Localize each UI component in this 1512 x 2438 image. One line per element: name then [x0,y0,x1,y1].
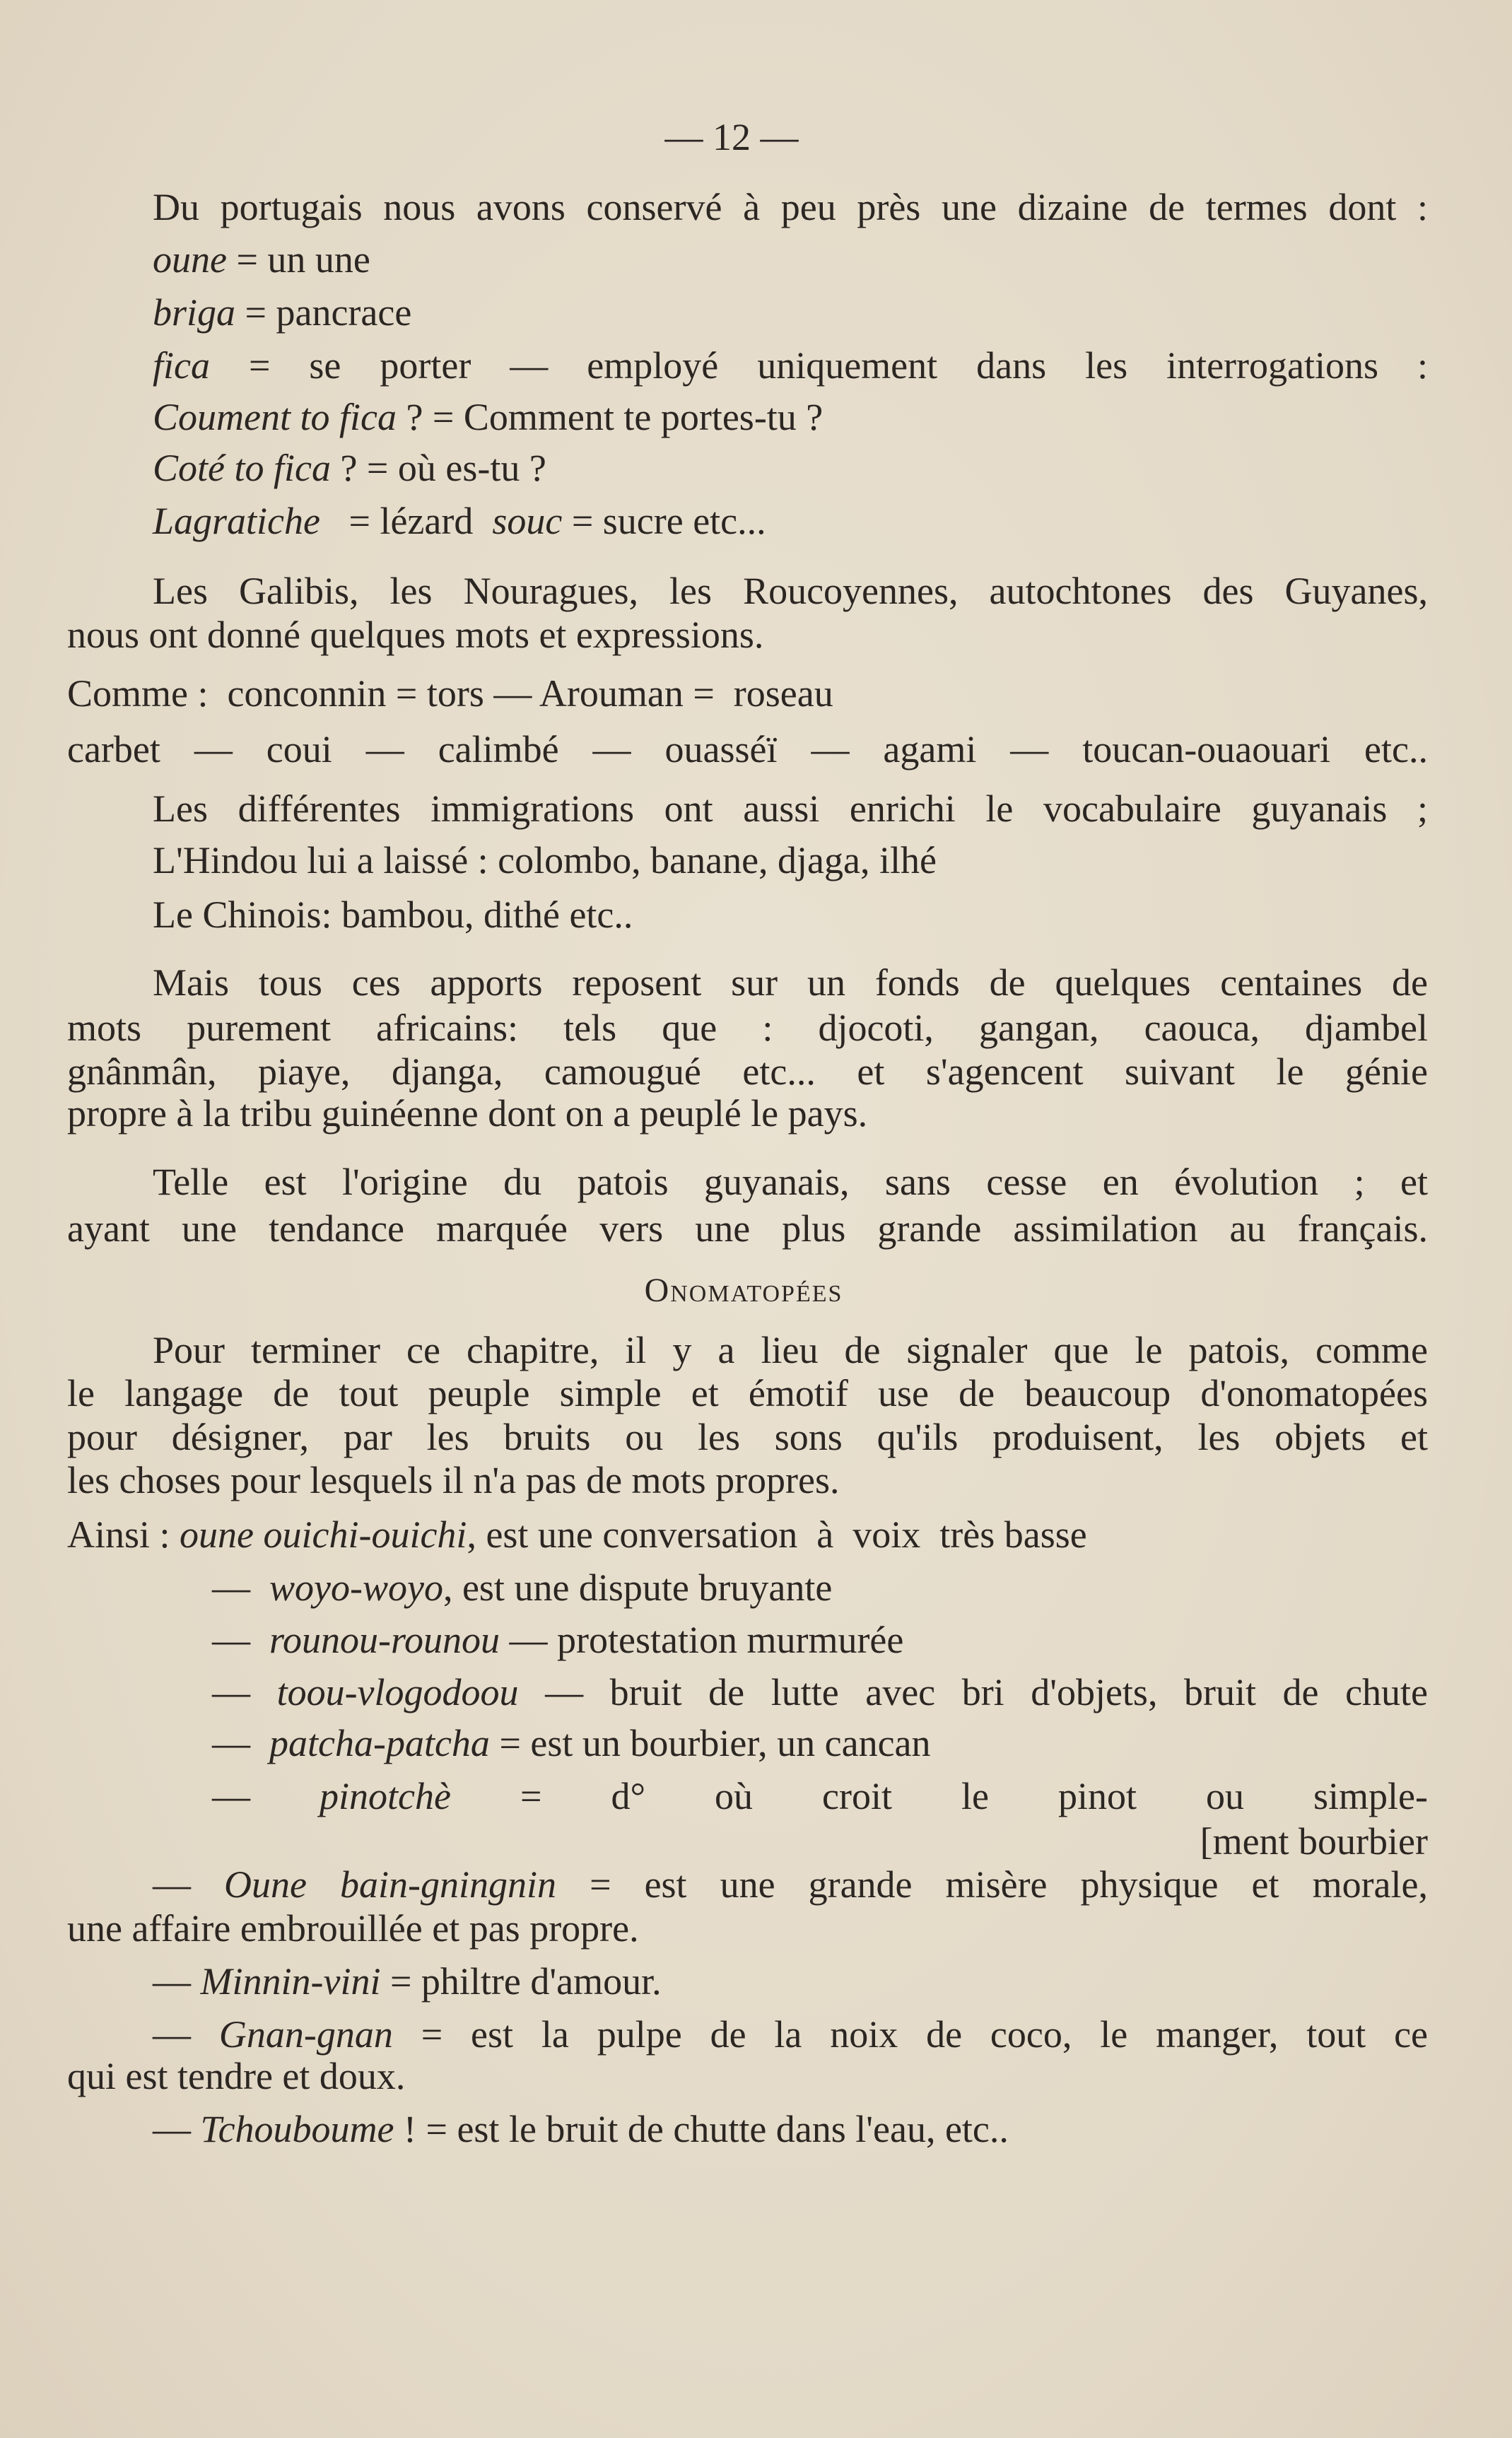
text-segment: — [212,1775,320,1817]
text-segment: — [153,2013,219,2056]
text-line [67,1049,1428,1094]
italic-term: toou-vlogodoou [276,1671,519,1713]
text-segment: ? = où es-tu ? [330,447,546,489]
text-segment: — [212,1722,269,1764]
italic-term: pinotchè [320,1775,451,1817]
italic-term: Tchouboume [200,2108,394,2150]
text-line [67,1005,1428,1050]
text-line [153,1328,1428,1373]
text-segment: Pour terminer ce chapitre, il y a lieu de signaler que le patois, comme [153,1329,1428,1371]
text-segment: = se porter — employé uniquement dans les interrogations : [209,344,1428,387]
italic-term: Oune bain-gningnin [224,1863,557,1906]
text-line [67,1512,1428,1557]
italic-term: Lagratiche [153,500,320,542]
text-segment: , est une dispute bruyante [443,1566,833,1609]
text-segment: [ment bourbier [1200,1820,1428,1863]
text-line [153,343,1428,388]
italic-term: Coument to fica [153,396,397,438]
italic-term: fica [153,344,210,387]
text-segment: — [153,1863,225,1906]
text-segment: pour désigner, par les bruits ou les sons qu'ils produisent, les objets et [67,1416,1428,1458]
text-segment: = pancrace [235,291,412,334]
text-line [153,2106,1428,2152]
text-segment: = un une [226,238,370,281]
text-line [153,1862,1428,1907]
text-line [153,2012,1428,2057]
text-segment: = sucre etc... [562,500,766,542]
text-line [212,1670,1428,1715]
text-segment: — [153,1960,201,2003]
text-segment: une affaire embrouillée et pas propre. [67,1907,639,1950]
text-line [67,1819,1428,1864]
text-line [212,1617,1428,1663]
italic-term: Minnin-vini [200,1960,381,2003]
text-segment: Ainsi : [67,1513,180,1556]
italic-term: woyo-woyo [269,1566,443,1609]
text-segment: L'Hindou lui a laissé : colombo, banane, djaga, ilhé [153,839,937,881]
text-segment: Mais tous ces apports reposent sur un fonds de quelques centaines de [153,961,1428,1004]
text-segment: Le Chinois: bambou, dithé etc.. [153,893,633,936]
italic-term: oune [153,238,227,281]
text-line [153,290,1428,335]
text-segment: nous ont donné quelques mots et expressions. [67,614,764,656]
text-segment: , est une conversation à voix très basse [467,1513,1087,1556]
text-segment: gnânmân, piaye, djanga, camougué etc... et s'agencent suivant le génie [67,1050,1428,1093]
text-line [212,1565,1428,1610]
text-line [67,1414,1428,1460]
text-segment: — [212,1566,269,1609]
text-segment: = est la pulpe de la noix de coco, le manger, tout ce [392,2013,1429,2056]
text-segment: Telle est l'origine du patois guyanais, sans cesse en évolution ; et [153,1161,1428,1203]
text-segment: carbet — coui — calimbé — ouasséï — agami — toucan-ouaouari etc.. [67,728,1428,770]
italic-term: souc [492,500,563,542]
text-segment: = lézard [320,500,493,542]
text-segment: le langage de tout peuple simple et émotif use de beaucoup d'onomatopées [67,1372,1428,1414]
text-segment: Comme : conconnin = tors — Arouman = roseau [67,672,833,715]
text-segment: — bruit de lutte avec bri d'objets, bruit de chute [518,1671,1429,1713]
text-segment: = philtre d'amour. [380,1960,662,2003]
text-line [212,1774,1428,1819]
italic-term: Gnan-gnan [218,2013,393,2056]
text-segment: — protestation murmurée [500,1619,904,1661]
text-segment: Du portugais nous avons conservé à peu près une dizaine de termes dont : [153,186,1428,228]
italic-term: rounou-rounou [269,1619,500,1661]
text-line [153,568,1428,614]
text-segment: — [212,1671,277,1713]
text-line [67,727,1428,772]
text-line [212,1721,1428,1766]
text-line [153,237,1428,282]
text-segment: ayant une tendance marquée vers une plus grande assimilation au français. [67,1207,1428,1250]
italic-term: Coté to fica [153,447,331,489]
text-segment: qui est tendre et doux. [67,2055,406,2097]
text-segment: propre à la tribu guinéenne dont on a peuplé le pays. [67,1092,868,1135]
text-line [153,838,1428,883]
text-line [67,1458,1428,1503]
text-segment: — [153,2108,201,2150]
text-line [67,2053,1428,2099]
text-line [153,498,1428,544]
text-segment: les choses pour lesquels il n'a pas de mots propres. [67,1459,840,1501]
text-segment: ! = est le bruit de chutte dans l'eau, etc.. [394,2108,1009,2150]
text-line [67,1091,1428,1136]
text-segment: Les différentes immigrations ont aussi enrichi le vocabulaire guyanais ; [153,787,1428,830]
page-number: — 12 — [664,116,799,158]
text-line [153,394,1428,440]
text-segment: = est une grande misère physique et morale, [556,1863,1428,1906]
italic-term: oune ouichi-ouichi [180,1513,467,1556]
text-line [67,671,1428,716]
italic-term: patcha-patcha [269,1722,490,1764]
text-line [153,445,1428,491]
text-line [67,612,1428,657]
text-line [67,1371,1428,1416]
text-line [153,960,1428,1005]
text-line [153,892,1428,937]
text-segment: Les Galibis, les Nouragues, les Roucoyennes, autochtones des Guyanes, [153,570,1428,612]
italic-term: briga [153,291,236,334]
text-segment: mots purement africains: tels que : djocoti, gangan, caouca, djambel [67,1007,1428,1049]
section-heading: Onomatopées [644,1272,843,1309]
text-segment: = est un bourbier, un cancan [489,1722,931,1764]
text-segment: = d° où croit le pinot ou simple- [450,1775,1428,1817]
text-line [153,184,1428,230]
text-segment: ? = Comment te portes-tu ? [396,396,824,438]
text-segment: — [212,1619,269,1661]
text-line [153,786,1428,831]
text-line [67,1206,1428,1251]
text-line [153,1959,1428,2004]
text-line [153,1159,1428,1205]
text-line [67,1906,1428,1951]
